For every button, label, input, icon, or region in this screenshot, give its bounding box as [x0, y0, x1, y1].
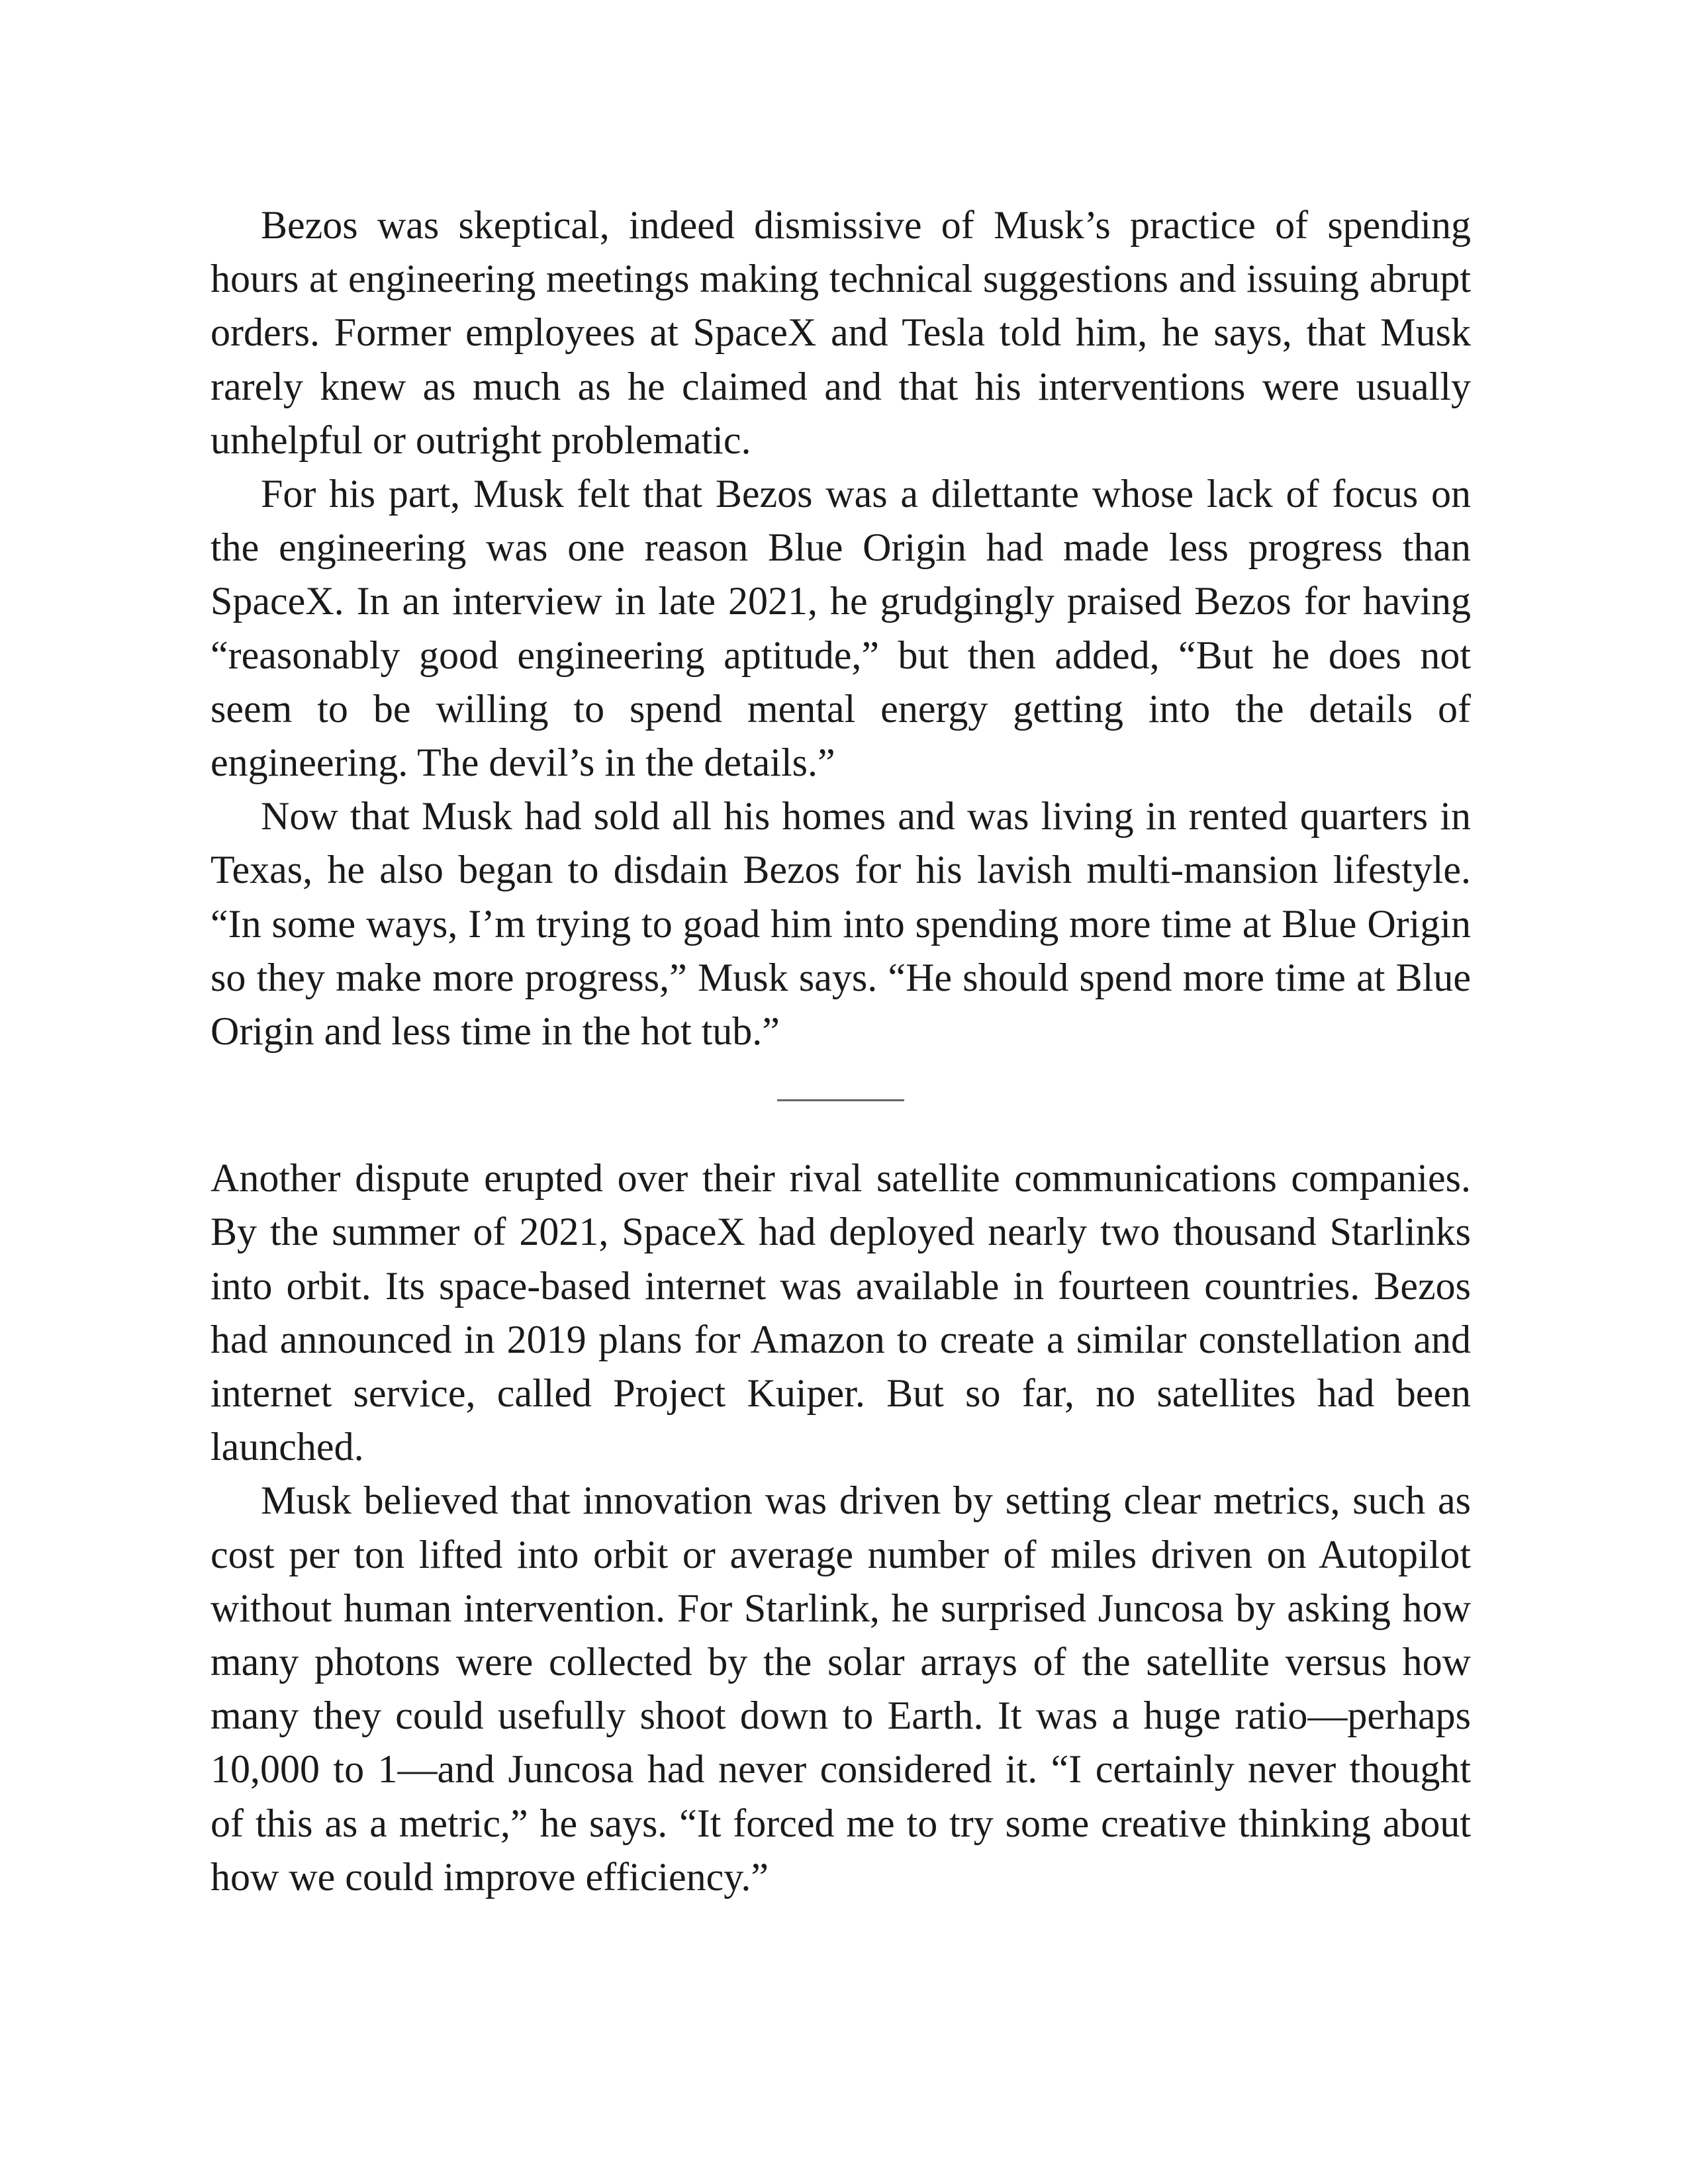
- paragraph-starlink-metrics: Musk believed that innovation was driven by setting clear metrics, such as cost per ton lifted into orbit or average number of miles driven on Autopilot without human intervention. For Starlink, he surprised Juncosa by asking how many photons were collected by the solar arrays of the satellite versus how many they could usefully shoot down to Earth. It was a huge ratio—perhaps 10,000 to 1—and Juncosa had never considered it. “I certainly never thought of this as a metric,” he says. “It forced me to try some creative thinking about how we could improve efficiency.”: [211, 1479, 1471, 1899]
- paragraph-musk-on-bezos: For his part, Musk felt that Bezos was a dilettante whose lack of focus on the engineering was one reason Blue Origin had made less progress than SpaceX. In an interview in late 2021, he grudgingly praised Bezos for having “reasonably good engineering aptitude,” but then added, “But he does not seem to be willing to spend mental energy getting into the details of engineering. The devil’s in the details.”: [211, 472, 1471, 785]
- document-page: [211, 199, 1471, 1904]
- section-divider: [777, 1099, 904, 1101]
- paragraph-bezos-skeptical: Bezos was skeptical, indeed dismissive of Musk’s practice of spending hours at engineering meetings making technical suggestions and issuing abrupt orders. Former employees at SpaceX and Tesla told him, he says, that Musk rarely knew as much as he claimed and that his interventions were usually unhelpful or outright problematic.: [211, 203, 1471, 462]
- paragraph-hot-tub: Now that Musk had sold all his homes and was living in rented quarters in Texas, he also began to disdain Bezos for his lavish multi-mansion lifestyle. “In some ways, I’m trying to goad him into spending more time at Blue Origin so they make more progress,” Musk says. “He should spend more time at Blue Origin and less time in the hot tub.”: [211, 794, 1471, 1054]
- paragraph-satellite-dispute: Another dispute erupted over their rival satellite communications companies. By the summer of 2021, SpaceX had deployed nearly two thousand Starlinks into orbit. Its space-based internet was available in fourteen countries. Bezos had announced in 2019 plans for Amazon to create a similar constellation and internet service, called Project Kuiper. But so far, no satellites had been launched.: [211, 1156, 1471, 1469]
